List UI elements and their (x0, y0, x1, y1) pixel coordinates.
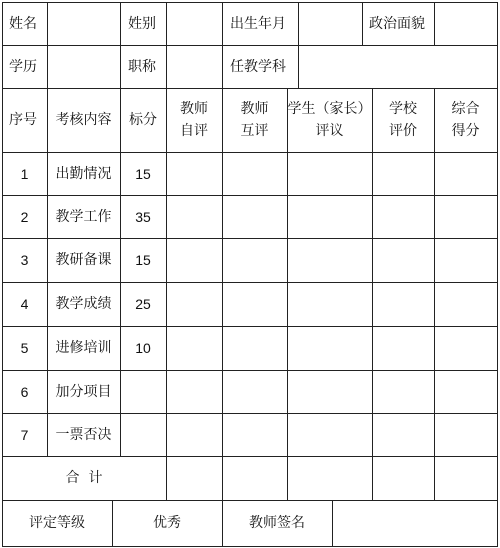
item-2-score: 35 (135, 208, 151, 225)
item-5-score: 10 (135, 340, 151, 356)
item-7-content: 一票否决 (55, 426, 112, 443)
header-school-eval-line2: 评价 (389, 123, 417, 139)
header-total-score-line1: 综合 (451, 101, 480, 117)
signature-label: 教师签名 (249, 515, 305, 531)
teaching-subject-label: 任教学科 (230, 58, 286, 75)
teaching-subject-value-field[interactable] (299, 46, 497, 88)
header-self-eval (166, 88, 222, 152)
item-2-content: 教学工作 (55, 208, 112, 225)
name-value-field[interactable] (48, 3, 120, 45)
header-peer-eval-line1: 教师 (240, 101, 269, 117)
header-score: 标分 (129, 112, 157, 128)
education-value-field[interactable] (48, 46, 120, 88)
education-label: 学历 (9, 58, 37, 75)
header-peer-eval (222, 88, 287, 152)
gender-label: 姓别 (128, 15, 156, 32)
item-1-score: 15 (135, 165, 151, 182)
political-status-value-field[interactable] (435, 3, 497, 45)
item-7-score (120, 413, 166, 456)
item-5-no: 5 (20, 340, 29, 356)
header-student-eval-line1: 学生（家长） (287, 101, 372, 117)
item-7-no: 7 (20, 426, 29, 443)
header-content: 考核内容 (55, 112, 112, 128)
birth-date-label: 出生年月 (230, 15, 286, 32)
political-status-label: 政治面貌 (369, 15, 425, 32)
item-3-no: 3 (20, 252, 29, 268)
total-label: 合 计 (65, 470, 103, 486)
header-self-eval-line1: 教师 (180, 101, 208, 117)
rule-bottom (2, 546, 498, 547)
header-student-eval (287, 88, 372, 152)
item-6-no: 6 (20, 383, 29, 400)
item-1-no: 1 (20, 165, 29, 182)
item-3-score: 15 (135, 252, 151, 268)
gender-value-field[interactable] (167, 3, 222, 45)
item-2-no: 2 (20, 208, 29, 225)
grade-value: 优秀 (153, 515, 181, 531)
item-5-content: 进修培训 (55, 340, 112, 356)
name-label: 姓名 (9, 15, 37, 32)
header-self-eval-line2: 自评 (180, 123, 208, 139)
item-4-content: 教学成绩 (55, 296, 112, 312)
header-total-score (434, 88, 497, 152)
item-6-content: 加分项目 (55, 383, 112, 400)
birth-date-value-field[interactable] (299, 3, 362, 45)
signature-field[interactable] (333, 501, 497, 546)
header-peer-eval-line2: 互评 (240, 123, 269, 139)
rule-right (497, 2, 498, 547)
header-total-score-line2: 得分 (451, 123, 480, 139)
item-1-content: 出勤情况 (55, 165, 112, 182)
header-seq: 序号 (9, 112, 37, 128)
header-student-eval-line2: 评议 (315, 123, 344, 139)
item-4-no: 4 (20, 296, 29, 312)
job-title-label: 职称 (128, 58, 156, 75)
item-3-content: 教研备课 (55, 252, 112, 268)
item-6-score (120, 370, 166, 413)
header-school-eval-line1: 学校 (389, 101, 417, 117)
header-school-eval (372, 88, 434, 152)
job-title-value-field[interactable] (167, 46, 222, 88)
item-4-score: 25 (135, 296, 151, 312)
grade-label: 评定等级 (29, 515, 85, 531)
